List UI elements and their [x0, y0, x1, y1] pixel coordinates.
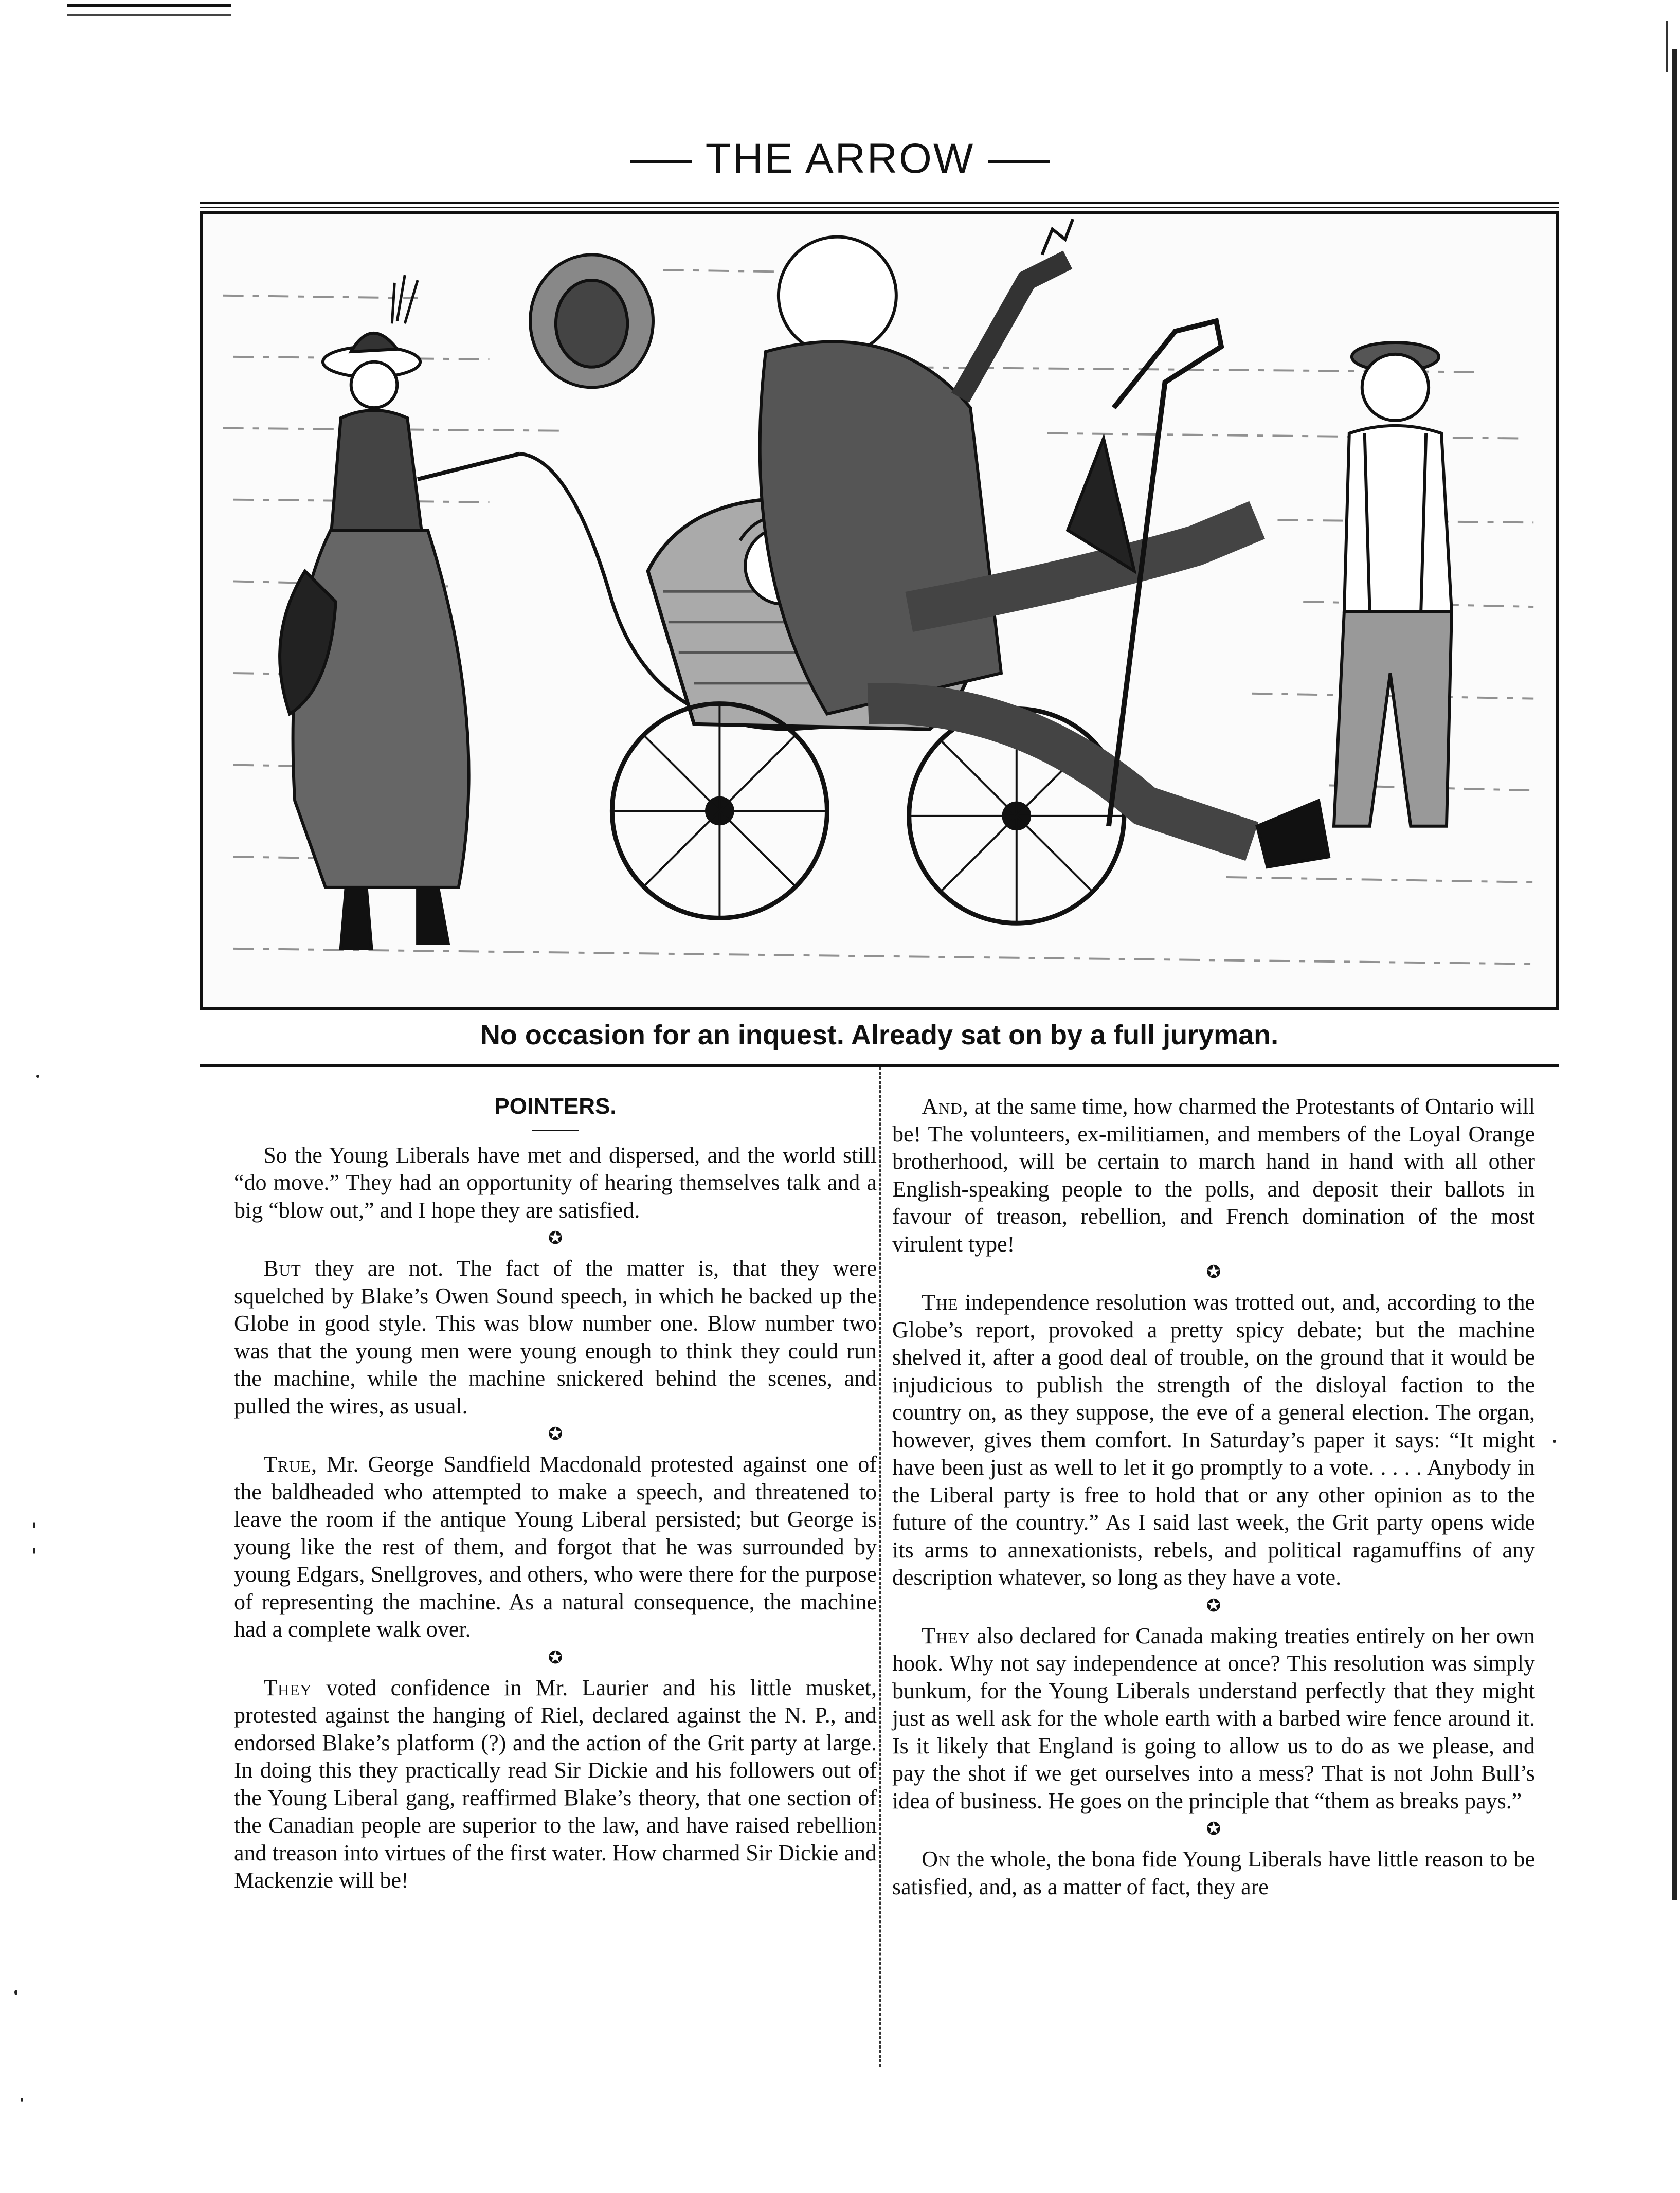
paragraph-lead: The	[922, 1290, 959, 1315]
woman-figure	[280, 275, 520, 949]
left-column	[234, 1093, 877, 1894]
paragraph-text: the whole, the bona fide Young Liberals have little reason to be satisfied, and, as a matter of fact, they are	[892, 1846, 1535, 1899]
paragraph-text: So the Young Liberals have met and dispersed, and the world still “do move.” They had an opportunity of hearing themselves talk and a big “blow out,” and I hope they are satisfied.	[234, 1142, 877, 1223]
paragraph-lead: On	[922, 1846, 951, 1872]
page-edge-mark	[67, 4, 231, 16]
ornament-icon: ✪	[548, 1648, 563, 1668]
ornament-icon: ✪	[1206, 1596, 1221, 1616]
right-column	[892, 1093, 1535, 1900]
boy-figure	[1334, 342, 1452, 826]
title-rule	[532, 1130, 579, 1131]
paragraph	[234, 1674, 877, 1894]
ornament-icon: ✪	[548, 1425, 563, 1444]
paragraph	[892, 1093, 1535, 1258]
man-sitting-figure	[760, 219, 1329, 867]
paragraph-lead: They	[922, 1623, 970, 1648]
paragraph-text: also declared for Canada making treaties entirely on her own hook. Why not say independence at once? This resolution was simply bunkum, for the Young Liberals understand perfectly that they might just as well ask for the whole earth with a barbed wire fence around it. Is it likely that England is going to allow us to do as we please, and pay the shot if we get ourselves into a mess? That is not John Bull’s idea of business. He goes on the principle that “them as breaks pays.”	[892, 1623, 1535, 1814]
ornament-icon: ✪	[1206, 1820, 1221, 1839]
cartoon-drawing	[203, 214, 1556, 1007]
paragraph-text: independence resolution was trotted out, and, according to the Globe’s report, provoked a pretty spicy debate; but the machine shelved it, after a good deal of trouble, on the ground that it would be injudicious to publish the strength of the disloyal faction to the country on, as they suppose, the eve of a general election. The organ, however, gives them comfort. In Saturday’s paper it says: “It might have been just as well to let it go promptly to a vote. . . . . Anybody in the Liberal party is free to hold that or any other opinion as to the future of the country.” As I said last week, the Grit party opens wide its arms to annexationists, rebels, and political ragamuffins of any description whatever, so long as they have a vote.	[892, 1290, 1535, 1590]
paragraph-lead: And,	[922, 1094, 969, 1119]
masthead-rule	[200, 202, 1559, 208]
paragraph-lead: They	[263, 1675, 312, 1700]
paragraph-lead: True,	[263, 1452, 318, 1477]
masthead-title: THE ARROW	[705, 135, 975, 182]
cartoon-caption: No occasion for an inquest. Already sat on by a full juryman.	[480, 1020, 1279, 1050]
column-title: POINTERS.	[494, 1094, 617, 1119]
ornament-icon: ✪	[1206, 1263, 1221, 1282]
masthead-dash-left	[630, 160, 692, 163]
hat-flying	[530, 255, 653, 387]
paragraph-lead: But	[263, 1256, 301, 1281]
paragraph	[234, 1255, 877, 1420]
paragraph	[234, 1451, 877, 1643]
paragraph	[234, 1141, 877, 1224]
paragraph-text: at the same time, how charmed the Protestants of Ontario will be! The volunteers, ex-militiamen, and members of the Loyal Orange brotherhood, will be certain to march hand in hand with all other English-speaking people to the polls, and deposit their ballots in favour of treason, rebellion, and French domination of the most virulent type!	[892, 1094, 1535, 1257]
column-divider	[879, 1067, 881, 2067]
ornament-icon: ✪	[548, 1229, 563, 1248]
cartoon-illustration	[200, 211, 1559, 1010]
page-binding-edge	[1672, 49, 1677, 1900]
paragraph-text: voted confidence in Mr. Laurier and his little musket, protested against the hanging of Riel, declared against the N. P., and endorsed Blake’s platform (?) and the action of the Grit party at large. In doing this they practically read Sir Dickie and his followers out of the Young Liberal gang, reaffirmed Blake’s theory, that one section of the Canadian people are superior to the law, and have raised rebellion and treason into virtues of the first water. How charmed Sir Dickie and Mackenzie will be!	[234, 1675, 877, 1893]
paragraph	[892, 1622, 1535, 1815]
paragraph	[892, 1845, 1535, 1900]
masthead-dash-right	[988, 160, 1050, 163]
page-binding-edge-mark	[1666, 21, 1668, 72]
paragraph	[892, 1289, 1535, 1591]
masthead	[0, 135, 1680, 183]
paragraph-text: they are not. The fact of the matter is, that they were squelched by Blake’s Owen Sound speech, in which he backed up the Globe in good style. This was blow number one. Blow number two was that the young men were young enough to think they could run the machine, while the machine snickered behind the scenes, and pulled the wires, as usual.	[234, 1256, 877, 1419]
paragraph-text: Mr. George Sandfield Macdonald protested against one of the baldheaded who attempted to make a speech, and threatened to leave the room if the antique Young Liberal persisted; but George is young like the rest of them, and forgot that he was surrounded by young Edgars, Snellgroves, and others, who were there for the purpose of representing the machine. As a natural consequence, the machine had a complete walk over.	[234, 1452, 877, 1642]
